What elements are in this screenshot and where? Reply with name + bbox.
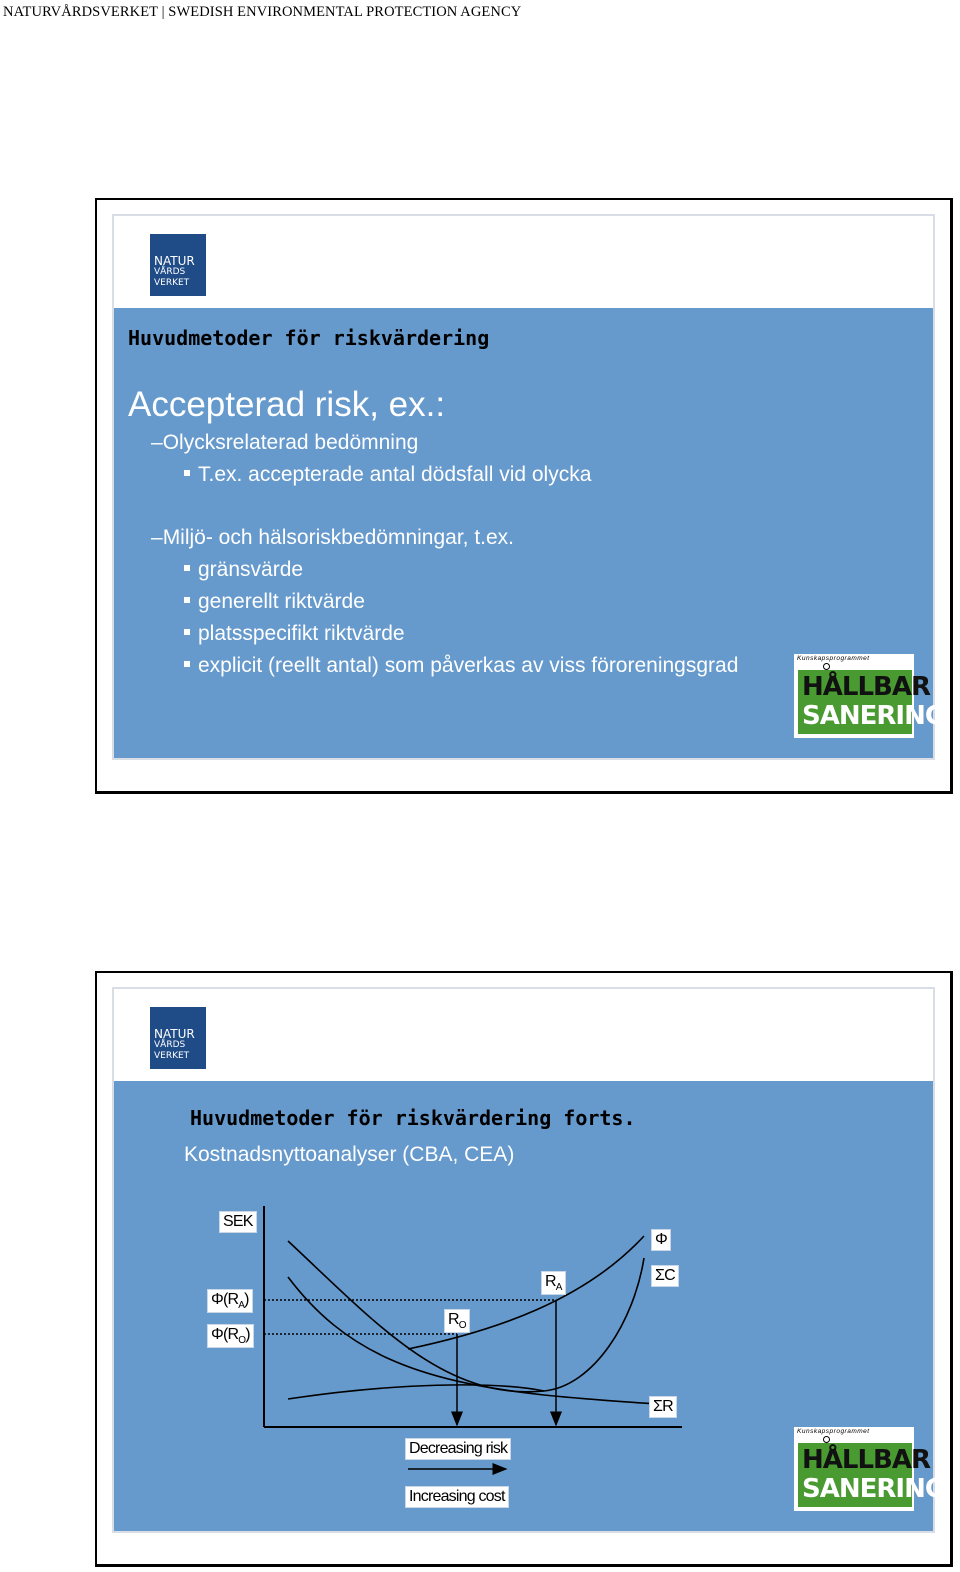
naturvardsverket-logo: NATUR VÅRDS VERKET [150, 1007, 206, 1069]
sum-r-label: ΣR [649, 1396, 677, 1418]
phi-ra-label: $\Phi(R_A)$ [207, 1289, 253, 1313]
increasing-cost-label: Increasing cost [405, 1486, 509, 1508]
sum-c-label: ΣC [651, 1265, 679, 1287]
decreasing-risk-label: Decreasing risk [405, 1438, 511, 1460]
bullet-level2: generellt riktvärde [184, 590, 365, 614]
hallbar-sanering-logo: Kunskapsprogrammet HÅLLBAR SANERING [794, 1427, 914, 1511]
slide-title: Huvudmetoder för riskvärdering forts. [190, 1106, 636, 1130]
bullet-level2: T.ex. accepterade antal dödsfall vid olycka [184, 463, 591, 487]
ra-label: $R_A$ [541, 1271, 566, 1295]
bullet-level2: explicit (reellt antal) som påverkas av viss föroreningsgrad [184, 654, 738, 678]
slide-title: Huvudmetoder för riskvärdering [128, 326, 490, 350]
bullet-level1: –Olycksrelaterad bedömning [151, 431, 419, 454]
slide-frame [112, 987, 946, 1533]
slide-content-area [114, 308, 946, 758]
bullet-level2: gränsvärde [184, 558, 303, 582]
slide-frame [112, 214, 946, 760]
naturvardsverket-logo: NATUR VÅRDS VERKET [150, 234, 206, 296]
slide-subtitle: Kostnadsnyttoanalyser (CBA, CEA) [184, 1143, 515, 1166]
bullet-level2: platsspecifikt riktvärde [184, 622, 405, 646]
hallbar-sanering-logo: Kunskapsprogrammet HÅLLBAR SANERING [794, 654, 914, 738]
ro-label: $R_O$ [444, 1309, 470, 1333]
cost-curve [288, 1385, 544, 1399]
bullet-level1: –Miljö- och hälsoriskbedömningar, t.ex. [151, 526, 515, 549]
slide-heading: Accepterad risk, ex.: [128, 385, 446, 424]
document-header: NATURVÅRDSVERKET | SWEDISH ENVIRONMENTAL PROTECTION AGENCY [3, 4, 522, 20]
slide-2 [95, 971, 953, 1567]
slide-1 [95, 198, 953, 794]
slide-content-area [114, 1081, 946, 1531]
phi-ro-label: $\Phi(R_O)$ [207, 1324, 254, 1348]
y-axis-label: SEK [219, 1211, 257, 1233]
phi-label: Φ [651, 1229, 671, 1251]
